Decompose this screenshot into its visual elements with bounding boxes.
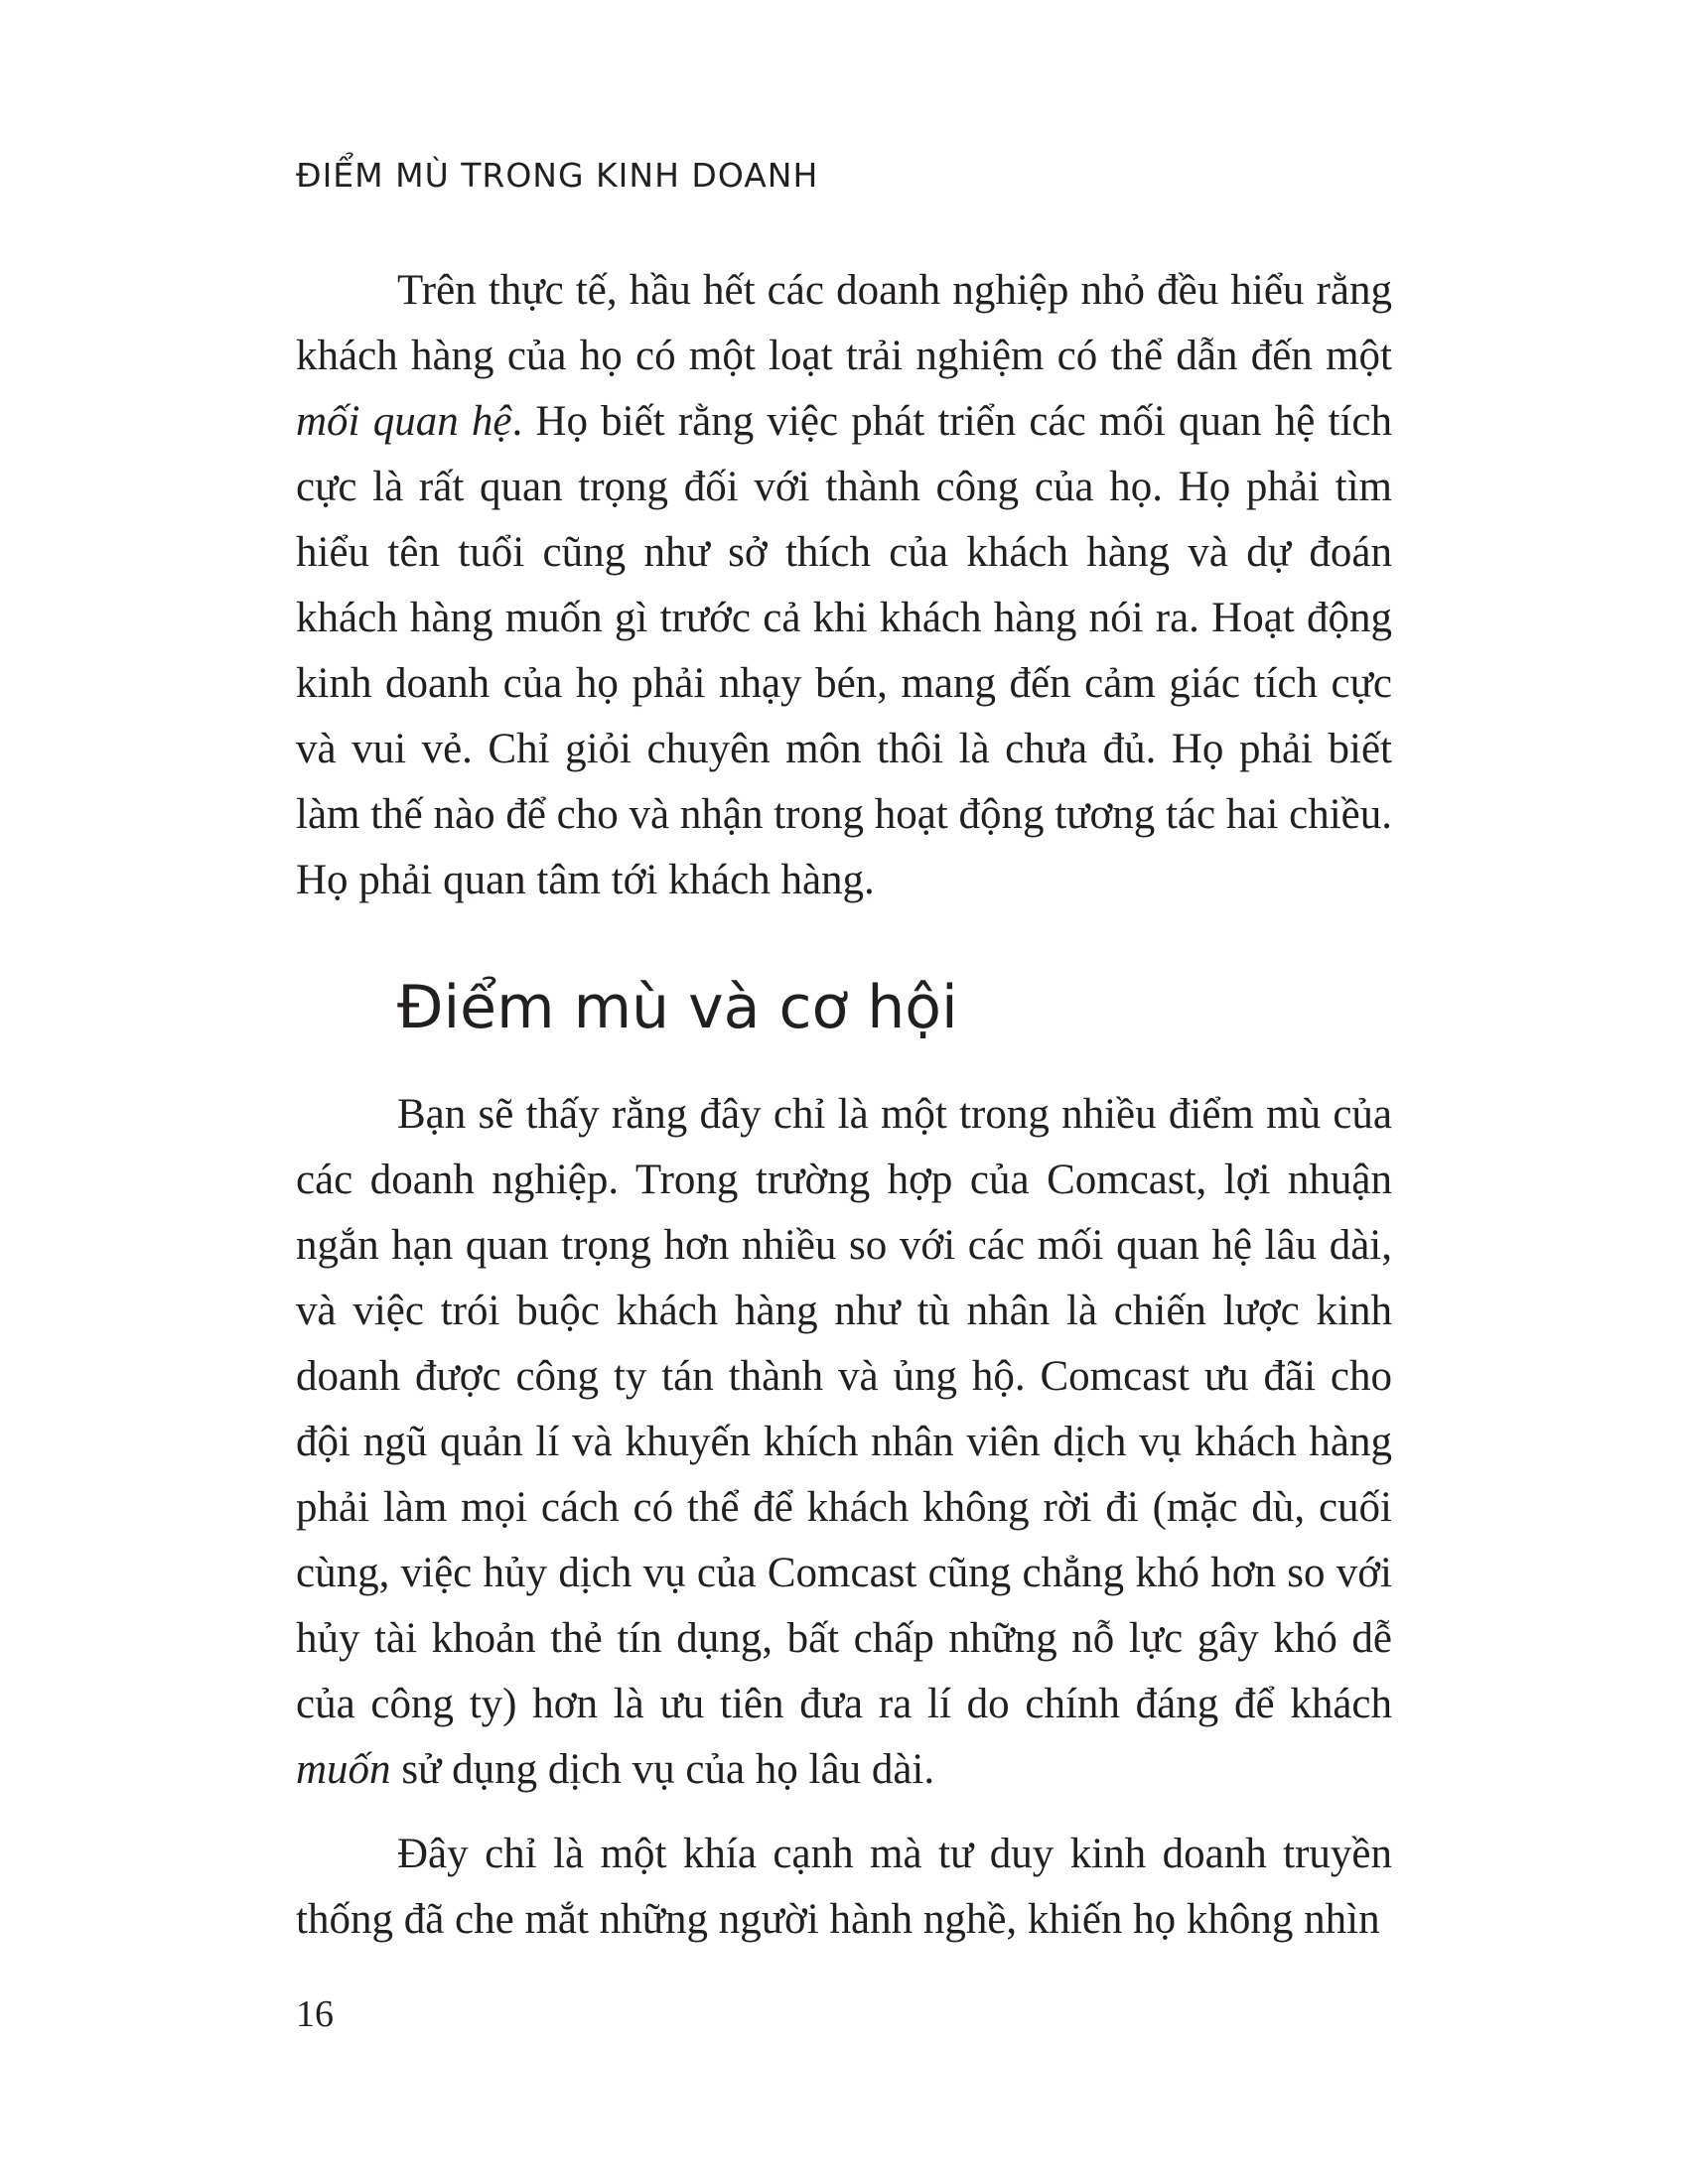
paragraph-2-text-a: Bạn sẽ thấy rằng đây chỉ là một trong nhiều điểm mù của các doanh nghiệp. Trong trường hợp của Comcast, lợi nhuận ngắn hạn quan trọng hơn nhiều so với các mối quan hệ lâu dài, và việc trói buộc khách hàng như tù nhân là chiến lược kinh doanh được công ty tán thành và ủng hộ. Comcast ưu đãi cho đội ngũ quản lí và khuyến khích nhân viên dịch vụ khách hàng phải làm mọi cách có thể để khách không rời đi (mặc dù, cuối cùng, việc hủy dịch vụ của Comcast cũng chẳng khó hơn so với hủy tài khoản thẻ tín dụng, bất chấp những nỗ lực gây khó dễ của công ty) hơn là ưu tiên đưa ra lí do chính đáng để khách [296,1091,1392,1727]
running-header: ĐIỂM MÙ TRONG KINH DOANH [296,156,819,195]
body-text-section-3 [296,1822,1392,1953]
page-number: 16 [296,1993,334,2035]
paragraph-1 [296,258,1392,913]
paragraph-1-emphasis: mối quan hệ [296,398,512,445]
paragraph-1-text-a: Trên thực tế, hầu hết các doanh nghiệp nhỏ đều hiểu rằng khách hàng của họ có một loạt trải nghiệm có thể dẫn đến một [296,267,1392,379]
paragraph-2-text-b: sử dụng dịch vụ của họ lâu dài. [390,1746,935,1793]
section-heading: Điểm mù và cơ hội [397,973,958,1042]
paragraph-1-text-b: . Họ biết rằng việc phát triển các mối quan hệ tích cực là rất quan trọng đối với thành công của họ. Họ phải tìm hiểu tên tuổi cũng như sở thích của khách hàng và dự đoán khách hàng muốn gì trước cả khi khách hàng nói ra. Hoạt động kinh doanh của họ phải nhạy bén, mang đến cảm giác tích cực và vui vẻ. Chỉ giỏi chuyên môn thôi là chưa đủ. Họ phải biết làm thế nào để cho và nhận trong hoạt động tương tác hai chiều. Họ phải quan tâm tới khách hàng. [296,398,1392,903]
paragraph-2 [296,1082,1392,1803]
paragraph-3: Đây chỉ là một khía cạnh mà tư duy kinh doanh truyền thống đã che mắt những người hành nghề, khiến họ không nhìn [296,1831,1392,1943]
body-text-section-2 [296,1082,1392,1803]
body-text-section-1 [296,258,1392,913]
paragraph-2-emphasis: muốn [296,1746,391,1793]
